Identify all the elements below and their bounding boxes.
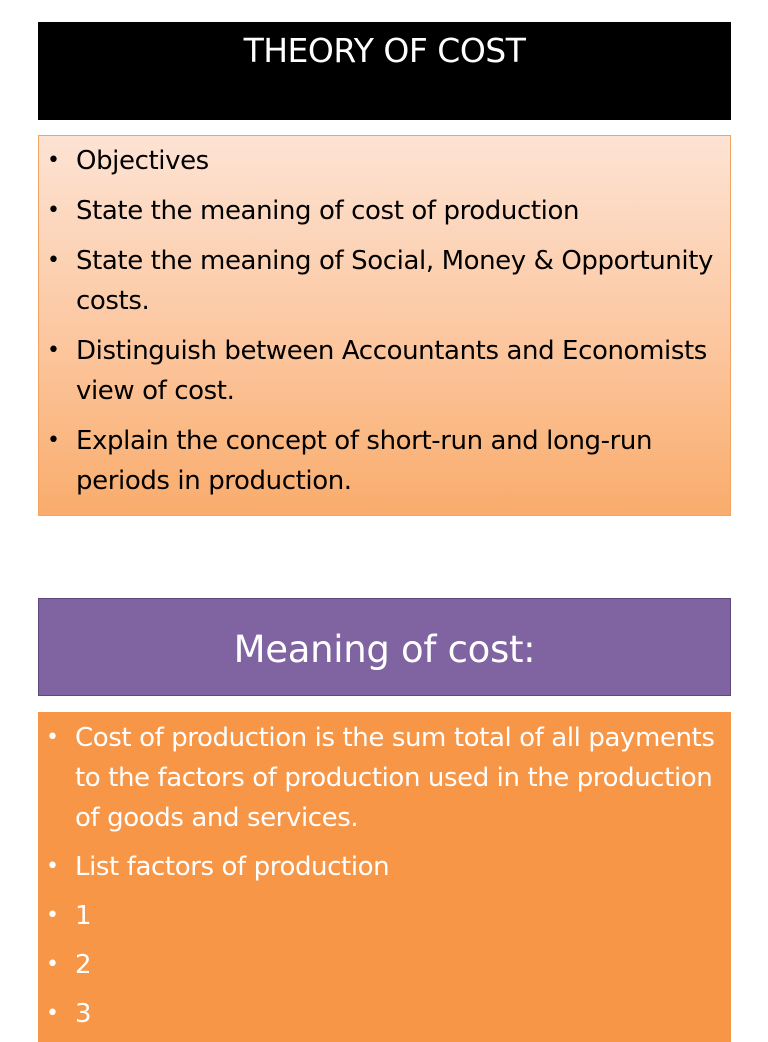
bullet-dot-icon: • bbox=[46, 1001, 59, 1026]
bullet-item bbox=[39, 331, 730, 411]
bullet-item bbox=[39, 191, 730, 231]
bullet-item bbox=[38, 718, 731, 838]
bullet-item bbox=[38, 945, 731, 985]
bullet-text: 2 bbox=[75, 950, 92, 980]
bullet-dot-icon: • bbox=[46, 903, 59, 928]
bullet-dot-icon: • bbox=[47, 338, 60, 363]
slide-2-title-bar bbox=[38, 598, 731, 696]
bullet-text: 1 bbox=[75, 901, 92, 931]
bullet-dot-icon: • bbox=[47, 148, 60, 173]
bullet-text: State the meaning of Social, Money & Opportunity costs. bbox=[76, 246, 713, 316]
slide-2-bullet-list bbox=[38, 712, 731, 1034]
slide-1-content-box bbox=[38, 135, 731, 516]
slide-2-title: Meaning of cost: bbox=[233, 628, 536, 671]
bullet-dot-icon: • bbox=[46, 725, 59, 750]
bullet-item bbox=[38, 896, 731, 936]
bullet-dot-icon: • bbox=[47, 198, 60, 223]
bullet-text: Objectives bbox=[76, 146, 209, 176]
bullet-item bbox=[39, 241, 730, 321]
bullet-item bbox=[39, 141, 730, 181]
bullet-dot-icon: • bbox=[47, 248, 60, 273]
bullet-dot-icon: • bbox=[46, 952, 59, 977]
bullet-dot-icon: • bbox=[47, 428, 60, 453]
bullet-dot-icon: • bbox=[46, 854, 59, 879]
bullet-text: Explain the concept of short-run and long-run periods in production. bbox=[76, 426, 653, 496]
bullet-text: 3 bbox=[75, 999, 92, 1029]
bullet-item bbox=[39, 421, 730, 501]
slide-1-bullet-list bbox=[39, 136, 730, 501]
slide-1-title-bar bbox=[38, 22, 731, 120]
bullet-item bbox=[38, 847, 731, 887]
slide-1-title: THEORY OF COST bbox=[243, 31, 526, 70]
bullet-item bbox=[38, 994, 731, 1034]
bullet-text: List factors of production bbox=[75, 852, 390, 882]
bullet-text: Cost of production is the sum total of all payments to the factors of production used in the production of goods and services. bbox=[75, 723, 715, 833]
bullet-text: State the meaning of cost of production bbox=[76, 196, 580, 226]
slide-2-content-box bbox=[38, 712, 731, 1042]
bullet-text: Distinguish between Accountants and Economists view of cost. bbox=[76, 336, 707, 406]
